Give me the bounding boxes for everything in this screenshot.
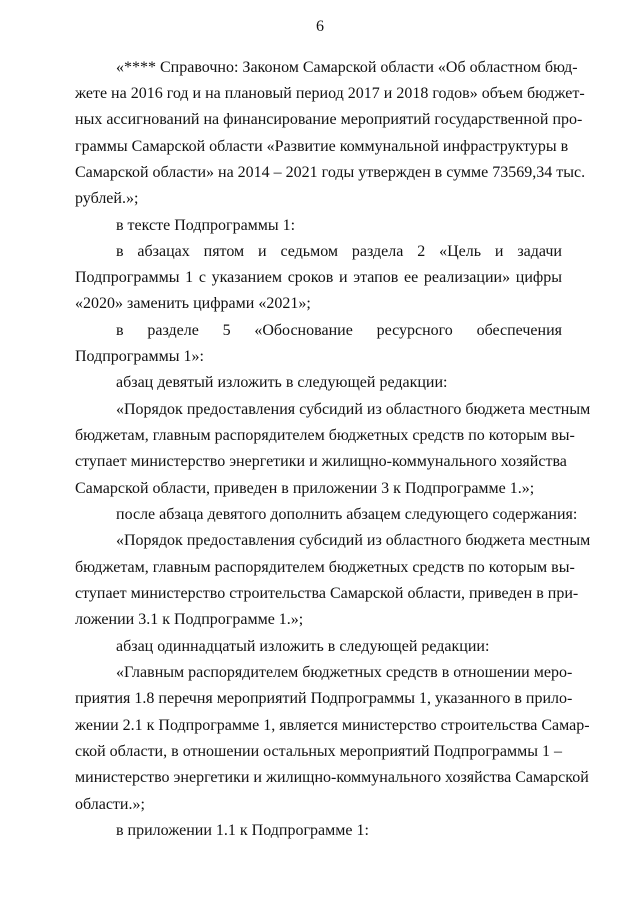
text-line: в тексте Подпрограммы 1:	[116, 217, 296, 234]
text-line: ных ассигнований на финансирование мероприятий государственной про-	[75, 111, 583, 128]
text-line: Подпрограммы 1»:	[75, 348, 204, 365]
text-line: жете на 2016 год и на плановый период 2017 и 2018 годов» объем бюджет-	[75, 85, 585, 102]
text-line: ступает министерство энергетики и жилищно-коммунального хозяйства	[75, 453, 567, 470]
text-line: рублей.»;	[75, 190, 139, 207]
text-line: бюджетам, главным распорядителем бюджетных средств по которым вы-	[75, 559, 575, 576]
text-line: бюджетам, главным распорядителем бюджетных средств по которым вы-	[75, 427, 575, 444]
text-line: приятия 1.8 перечня мероприятий Подпрограммы 1, указанного в прило-	[75, 690, 573, 707]
text-line: области.»;	[75, 796, 145, 813]
text-line: ской области, в отношении остальных мероприятий Подпрограммы 1 –	[75, 743, 562, 760]
text-line: граммы Самарской области «Развитие коммунальной инфраструктуры в	[75, 138, 569, 155]
text-line: абзац одиннадцатый изложить в следующей редакции:	[116, 638, 490, 655]
text-line: ложении 3.1 к Подпрограмме 1.»;	[75, 611, 304, 628]
text-line: после абзаца девятого дополнить абзацем следующего содержания:	[116, 506, 578, 523]
text-line: «2020» заменить цифрами «2021»;	[75, 295, 311, 312]
text-line: «Порядок предоставления субсидий из областного бюджета местным	[116, 532, 591, 549]
text-line: «Главным распорядителем бюджетных средств в отношении меро-	[116, 664, 573, 681]
text-line: Самарской области, приведен в приложении 3 к Подпрограмме 1.»;	[75, 480, 535, 497]
text-line: министерство энергетики и жилищно-коммунального хозяйства Самарской	[75, 769, 589, 786]
text-line: ступает министерство строительства Самарской области, приведен в при-	[75, 585, 579, 602]
text-line: жении 2.1 к Подпрограмме 1, является министерство строительства Самар-	[75, 717, 590, 734]
text-line: в разделе 5 «Обоснование ресурсного обеспечения	[116, 322, 562, 339]
page-number: 6	[316, 18, 324, 35]
text-line: Самарской области» на 2014 – 2021 годы утвержден в сумме 73569,34 тыс.	[75, 164, 586, 181]
text-line: Подпрограммы 1 с указанием сроков и этапов ее реализации» цифры	[75, 269, 562, 286]
text-line: «Порядок предоставления субсидий из областного бюджета местным	[116, 401, 591, 418]
text-line: в приложении 1.1 к Подпрограмме 1:	[116, 822, 369, 839]
text-line: абзац девятый изложить в следующей редакции:	[116, 374, 448, 391]
text-line: «**** Справочно: Законом Самарской области «Об областном бюд-	[116, 59, 578, 76]
text-line: в абзацах пятом и седьмом раздела 2 «Цель и задачи	[116, 243, 562, 260]
